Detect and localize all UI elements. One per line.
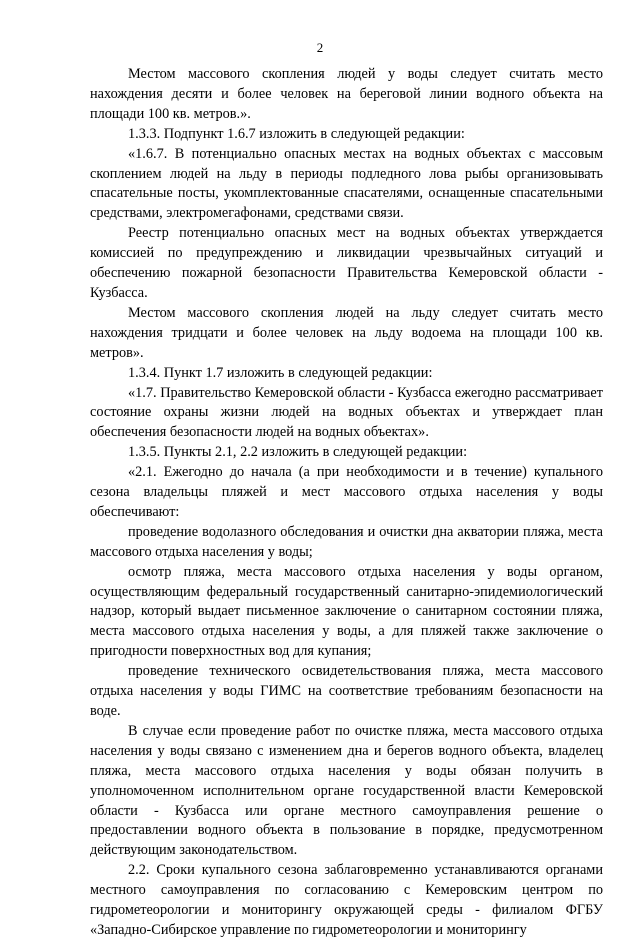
paragraph: 1.3.3. Подпункт 1.6.7 изложить в следующей редакции:	[128, 125, 465, 142]
document-body	[90, 65, 603, 941]
paragraph: Местом массового скопления людей у воды следует считать место нахождения десяти и более человек на береговой линии водного объекта на площади 100 кв. метров.».	[90, 66, 603, 122]
paragraph: «1.6.7. В потенциально опасных местах на водных объектах с массовым скоплением людей на льду в периоды подледного лова рыбы организовывать спасательные посты, укомплектованные спасателями, оснащенные спасательными средствами, электромегафонами, средствами связи.	[90, 145, 603, 222]
paragraph: проведение технического освидетельствования пляжа, места массового отдыха населения у воды ГИМС на соответствие требованиям безопасности на воде.	[90, 663, 603, 719]
paragraph: «2.1. Ежегодно до начала (а при необходимости и в течение) купального сезона владельцы пляжей и мест массового отдыха населения у воды обеспечивают:	[90, 464, 603, 520]
paragraph: В случае если проведение работ по очистке пляжа, места массового отдыха населения у воды связано с изменением дна и берегов водного объекта, владелец пляжа, места массового отдыха населения у воды обязан получить в уполномоченном исполнительном органе государственной власти Кемеровской области - Кузбасса или органе местного самоуправления решение о предоставлении водного объекта в пользование в порядке, предусмотренном действующим законодательством.	[90, 722, 603, 859]
paragraph: «1.7. Правительство Кемеровской области - Кузбасса ежегодно рассматривает состояние охраны жизни людей на водных объектах и утверждает план обеспечения безопасности людей на водных объектах».	[90, 384, 603, 441]
paragraph: 1.3.4. Пункт 1.7 изложить в следующей редакции:	[128, 364, 433, 381]
paragraph: осмотр пляжа, места массового отдыха населения у воды органом, осуществляющим федеральный государственный санитарно-эпидемиологический надзор, который выдает письменное заключение о санитарном состоянии пляжа, места массового отдыха населения у воды, а для пляжей также заключение о пригодности поверхностных вод для купания;	[90, 563, 603, 660]
paragraph: Местом массового скопления людей на льду следует считать место нахождения тридцати и более человек на льду водоема на площади 100 кв. метров».	[90, 304, 603, 361]
paragraph: 2.2. Сроки купального сезона заблаговременно устанавливаются органами местного самоуправления по согласованию с Кемеровским центром по гидрометеорологии и мониторингу окружающей среды - филиалом ФГБУ «Западно-Сибирское управление по гидрометеорологии и мониторингу	[90, 862, 603, 938]
paragraph: 1.3.5. Пункты 2.1, 2.2 изложить в следующей редакции:	[128, 444, 468, 461]
page-number: 2	[316, 40, 324, 55]
paragraph: Реестр потенциально опасных мест на водных объектах утверждается комиссией по предупреждению и ликвидации чрезвычайных ситуаций и обеспечению пожарной безопасности Правительства Кемеровской области - Кузбасса.	[90, 225, 603, 301]
paragraph: проведение водолазного обследования и очистки дна акватории пляжа, места массового отдыха населения у воды;	[90, 523, 603, 560]
